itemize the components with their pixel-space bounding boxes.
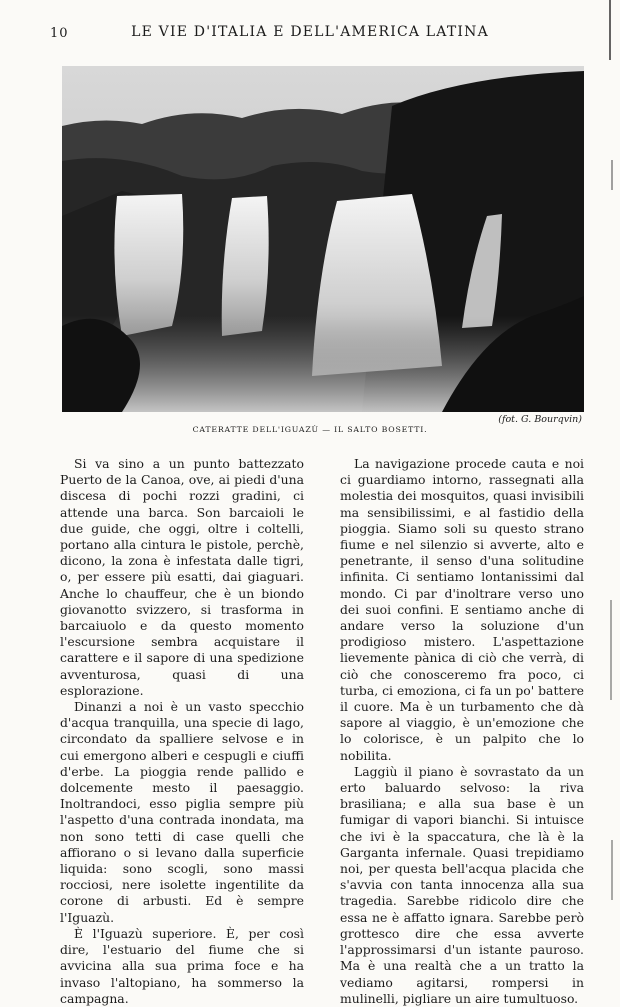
paragraph: Si va sino a un punto battezzato Puerto de la Canoa, ove, ai piedi d'una discesa di pochi rozzi gradini, ci attende una barca. Son barcaioli le due guide, che oggi, oltre i coltelli, portano alla cintura le pistole, perchè, dicono, la zona è infestata dalle tigri, o, per essere più esatti, dai giaguari. Anche lo chauffeur, che è un biondo giovanotto svizzero, si trasforma in barcaiuolo e da questo momento l'escursione sembra acquistare il carattere e il sapore di una spedizione avventurosa, quasi di una esplorazione.	[60, 456, 304, 698]
paragraph: Laggiù il piano è sovrastato da un erto baluardo selvoso: la riva brasiliana; e alla sua base è un fumigar di vapori bianchi. Si intuisce che ivi è la spaccatura, che là è la Garganta infernale. Quasi trepidiamo noi, per questa bell'acqua placida che s'avvia con tanta innocenza alla sua tragedia. Sarebbe ridicolo dire che essa ne è affatto ignara. Sarebbe però grottesco dire che essa avverte l'approssimarsi d'un istante pauroso. Ma è una realtà che a un tratto la vediamo agitarsi, rompersi in mulinelli, pigliare un aire tumultuoso.	[340, 763, 584, 1006]
paragraph: È l'Iguazù superiore. È, per così dire, l'estuario del fiume che si avvicina alla sua prima foce e ha invaso l'altopiano, ha sommerso la campagna.	[60, 925, 304, 1006]
page-number: 10	[50, 26, 69, 41]
running-title: LE VIE D'ITALIA E DELL'AMERICA LATINA	[131, 24, 489, 40]
waterfall-illustration	[62, 66, 584, 412]
paragraph: Dinanzi a noi è un vasto specchio d'acqua tranquilla, una specie di lago, circondato da spalliere selvose e in cui emergono alberi e cespugli e ciuffi d'erbe. La pioggia rende pallido e dolcemente mesto il paesaggio. Inoltrandoci, esso piglia sempre più l'aspetto d'una contrada inondata, ma non sono tetti di case quelli che affiorano o si levano dalla superficie liquida: sono scogli, sono massi rocciosi, nere isolette ingentilite da corone di arbusti. Ed è sempre l'Iguazù.	[60, 699, 304, 925]
scan-edge-marks	[600, 0, 620, 900]
figure-caption: CATERATTE DELL'IGUAZÙ — IL SALTO BOSETTI.	[192, 425, 428, 434]
waterfall-photo	[62, 66, 584, 412]
text-column-left	[60, 456, 304, 1007]
paragraph: La navigazione procede cauta e noi ci guardiamo intorno, rassegnati alla molestia dei mosquitos, quasi invisibili ma sensibilissimi, e al fastidio della pioggia. Siamo soli su questo strano fiume e nel silenzio si avverte, alto e penetrante, il senso d'una solitudine infinita. Ci sentiamo lontanissimi dal mondo. Ci par d'inoltrare verso uno dei suoi confini. E sentiamo anche di andare verso la soluzione d'un prodigioso mistero. L'aspettazione lievemente pànica di ciò che verrà, di ciò che conosceremo fra poco, ci turba, ci emoziona, ci fa un po' battere il cuore. Ma è un turbamento che dà sapore al viaggio, è un'emozione che lo colorisce, è un palpito che lo nobilita.	[340, 456, 584, 763]
photo-credit: (fot. G. Bourqvin)	[498, 414, 582, 425]
text-column-right	[340, 456, 584, 1007]
page-header	[0, 24, 620, 46]
